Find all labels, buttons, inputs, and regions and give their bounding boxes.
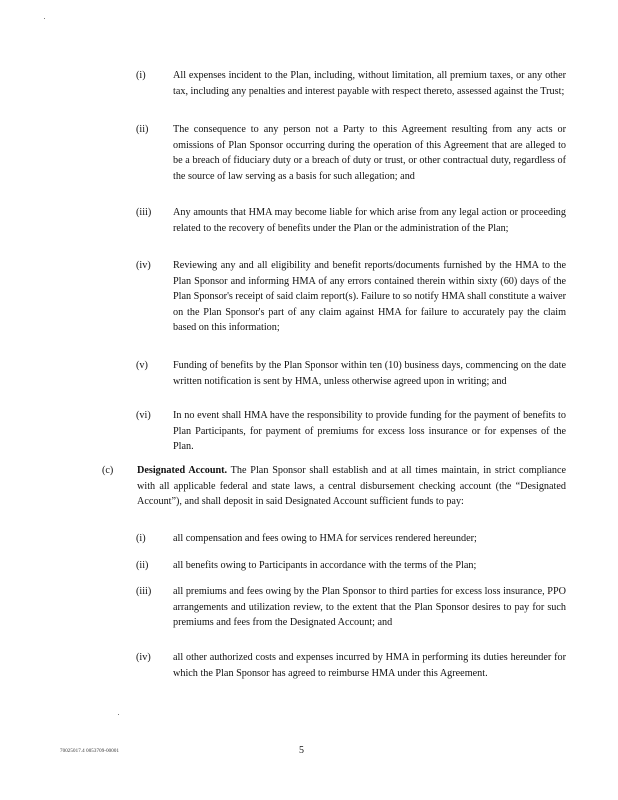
item-text: all compensation and fees owing to HMA for services rendered hereunder; [173, 533, 477, 544]
page-number: 5 [299, 745, 304, 756]
item-number: (iii) [136, 586, 152, 597]
document-id: 70025017.4 0053709-00001 [60, 749, 120, 754]
item-text: All expenses incident to the Plan, including, without limitation, all premium taxes, or any other tax, including any penalties and interest payable with respect thereto, assessed against the Trust; [173, 70, 566, 97]
scan-speck [118, 714, 119, 715]
item-number: (vi) [136, 410, 151, 421]
section-body [137, 463, 566, 510]
item-text: Funding of benefits by the Plan Sponsor within ten (10) business days, commencing on the date written notification is sent by HMA, unless otherwise agreed upon in writing; and [173, 360, 566, 387]
item-text: The consequence to any person not a Party to this Agreement resulting from any acts or omissions of Plan Sponsor occurring during the operation of this Agreement that are alleged to be a breach of fiduciary duty or a breach of duty or trust, or other contractual duty, regardless of the source of law serving as a basis for such allegation; and [173, 124, 566, 182]
item-text: all benefits owing to Participants in accordance with the terms of the Plan; [173, 560, 477, 571]
section-number: (c) [102, 465, 114, 476]
item-number: (ii) [136, 124, 149, 135]
item-text: Reviewing any and all eligibility and benefit reports/documents furnished by the HMA to the Plan Sponsor and informing HMA of any errors contained therein within sixty (60) days of the Plan Sponsor's receipt of said claim report(s). Failure to so notify HMA shall constitute a waiver on the Plan Sponsor's part of any claim against HMA for failure to accurately pay the claim based on this information; [173, 260, 566, 334]
item-number: (iv) [136, 260, 151, 271]
item-number: (i) [136, 70, 146, 81]
list-item [136, 358, 566, 389]
item-text: Any amounts that HMA may become liable for which arise from any legal action or proceeding related to the recovery of benefits under the Plan or the administration of the Plan; [173, 207, 566, 234]
item-text: all other authorized costs and expenses incurred by HMA in performing its duties hereunder for which the Plan Sponsor has agreed to reimburse HMA under this Agreement. [173, 652, 566, 679]
list-item [136, 558, 566, 574]
list-item [136, 531, 566, 547]
item-number: (v) [136, 360, 148, 371]
list-item [136, 258, 566, 336]
section-designated-account [102, 463, 566, 510]
item-number: (i) [136, 533, 146, 544]
item-number: (iv) [136, 652, 151, 663]
list-item [136, 650, 566, 681]
item-text: In no event shall HMA have the responsibility to provide funding for the payment of benefits to Plan Participants, for payment of premiums for excess loss insurance or for expenses of the Plan. [173, 410, 566, 453]
list-item [136, 408, 566, 455]
list-item [136, 122, 566, 184]
item-text: all premiums and fees owing by the Plan Sponsor to third parties for excess loss insurance, PPO arrangements and utilization review, to the extent that the Plan Sponsor desires to pay for such premiums and fees from the Designated Account; and [173, 586, 566, 629]
scan-speck [44, 18, 45, 19]
section-text: The Plan Sponsor shall establish and at all times maintain, in strict compliance with all applicable federal and state laws, a central disbursement checking account (the “Designated Account”), and shall deposit in said Designated Account sufficient funds to pay: [137, 465, 567, 508]
list-item [136, 584, 566, 631]
list-item [136, 205, 566, 236]
item-number: (ii) [136, 560, 149, 571]
list-item [136, 68, 566, 99]
item-number: (iii) [136, 207, 152, 218]
section-heading: Designated Account. [137, 465, 228, 476]
